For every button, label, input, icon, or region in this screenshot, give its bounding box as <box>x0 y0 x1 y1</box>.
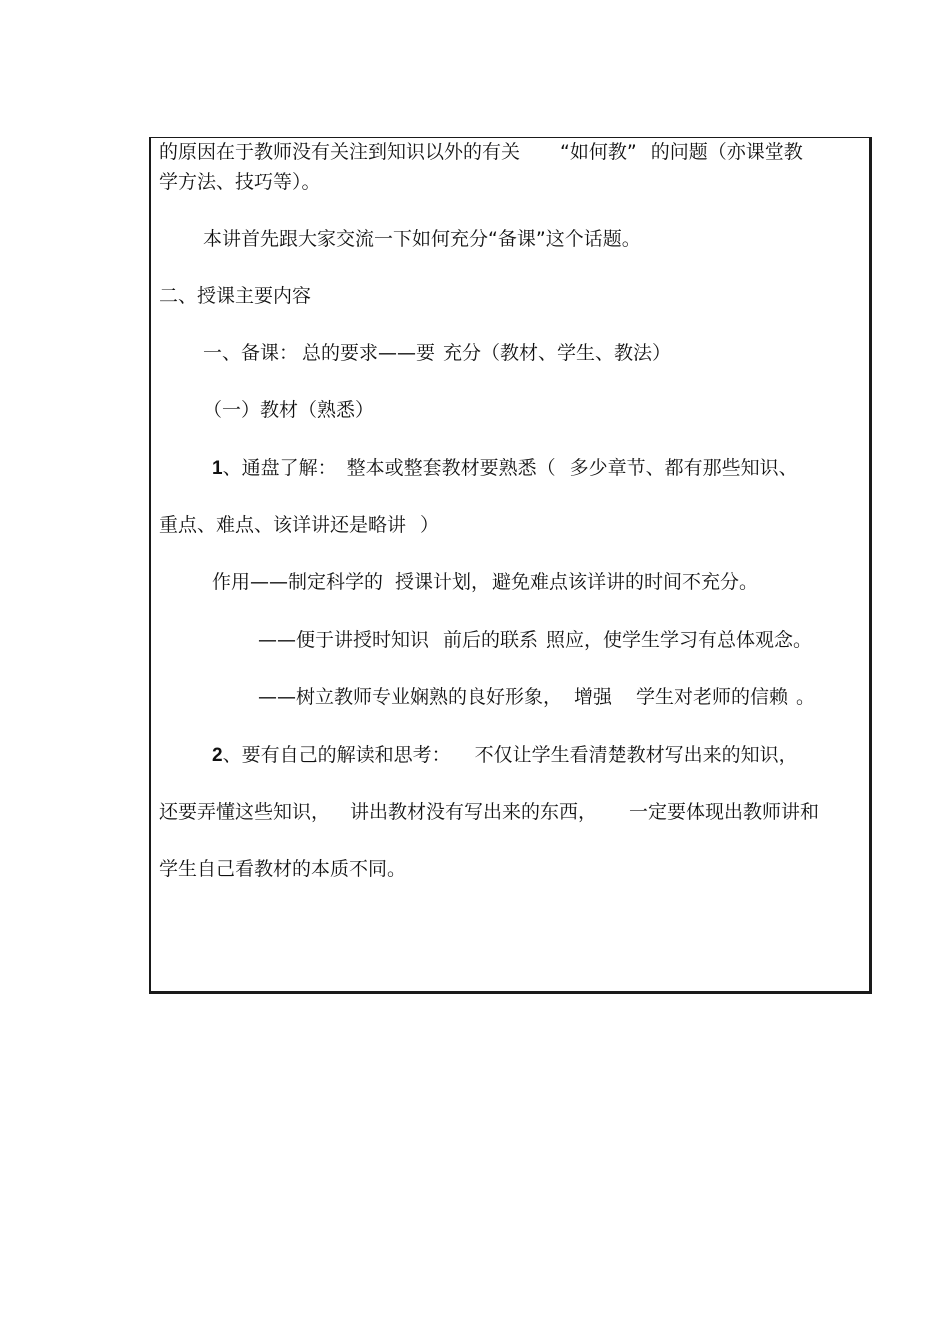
text-segment: 重点、难点、该详讲还是略讲 <box>159 514 407 536</box>
text-line-8 <box>159 513 439 537</box>
text-segment: 整本或整套教材要熟悉（ <box>346 457 556 479</box>
text-segment: 本讲首先跟大家交流一下如何充分“备课”这个话题。 <box>203 228 641 250</box>
text-segment: 充分（教材、学生、教法） <box>443 342 672 364</box>
text-segment: 一定要体现出教师讲和 <box>629 801 820 823</box>
text-segment: 学方法、技巧等）。 <box>159 171 321 193</box>
text-segment: 学生对老师的信赖 <box>636 686 789 708</box>
subsection-heading <box>203 398 374 422</box>
text-line-13 <box>159 800 819 824</box>
text-line-5 <box>203 341 671 365</box>
text-line-9 <box>212 570 758 594</box>
text-line-3 <box>203 227 641 251</box>
text-segment: 前后的联系 <box>443 629 539 651</box>
text-line-10 <box>258 628 812 652</box>
item-number: 2 <box>212 745 223 766</box>
section-heading <box>159 284 311 308</box>
text-segment: 、要有自己的解读和思考： <box>222 744 451 766</box>
text-segment: 多少章节、都有那些知识、 <box>569 457 798 479</box>
text-segment: 还要弄懂这些知识， <box>159 801 331 823</box>
text-segment: “如何教” <box>560 141 637 163</box>
text-segment: 照应，使学生学习有总体观念。 <box>546 629 813 651</box>
text-segment: 增强 <box>574 686 613 708</box>
text-segment: 二、授课主要内容 <box>159 285 312 307</box>
text-segment: 的原因在于教师没有关注到知识以外的有关 <box>159 141 521 163</box>
text-line-12 <box>212 743 798 768</box>
text-line-11 <box>258 685 815 709</box>
text-segment: 不仅让学生看清楚教材写出来的知识， <box>474 744 798 766</box>
text-segment: 、通盘了解： <box>222 457 337 479</box>
text-segment: 一、备课： <box>203 342 299 364</box>
text-segment: ） <box>420 514 440 536</box>
text-segment: 作用——制定科学的 <box>212 571 384 593</box>
text-line-2 <box>159 170 321 194</box>
text-segment: 学生自己看教材的本质不同。 <box>159 858 407 880</box>
text-segment: 讲出教材没有写出来的东西， <box>350 801 598 823</box>
text-line-14 <box>159 857 406 881</box>
text-segment: ——便于讲授时知识 <box>258 629 430 651</box>
text-line-7 <box>212 456 798 481</box>
item-number: 1 <box>212 458 223 479</box>
text-segment: 。 <box>796 686 816 708</box>
text-segment: ——树立教师专业娴熟的良好形象， <box>258 686 563 708</box>
text-segment: 授课计划， <box>395 571 491 593</box>
text-segment: 总的要求——要 <box>302 342 436 364</box>
text-segment: （一）教材（熟悉） <box>203 399 375 421</box>
text-segment: 的问题（亦课堂教 <box>650 141 803 163</box>
text-segment: 避免难点该详讲的时间不充分。 <box>492 571 759 593</box>
text-line-1 <box>159 140 803 164</box>
